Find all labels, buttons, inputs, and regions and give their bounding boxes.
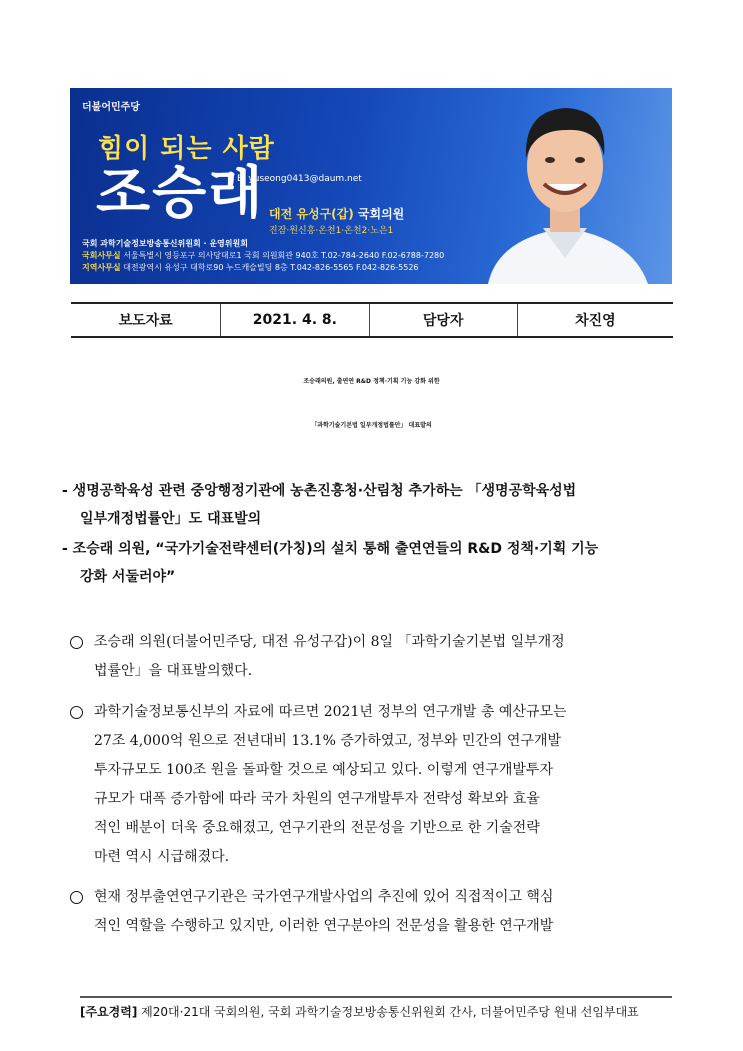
paragraph-2-line-6: 마련 역시 시급해졌다. [94,849,230,865]
subpoint-2-cont: 강화 서둘러야” [80,569,176,585]
paragraph-2-line-1: 과학기술정보통신부의 자료에 따르면 2021년 정부의 연구개발 총 예산규모는 [94,704,567,720]
paragraph-2-line-4: 규모가 대폭 증가함에 따라 국가 차원의 연구개발투자 전략성 확보와 효율 [94,791,540,807]
subpoint-2: - 조승래 의원, “국가기술전략센터(가칭)의 설치 통해 출연연들의 R&D 정책·기획 기능 [62,541,599,557]
committee: 국회 과학기술정보방송통신위원회 · 운영위원회 [82,239,248,248]
press-info-table [71,302,673,338]
district: 대전 유성구(갑) 국회의원 [269,207,405,221]
career-footer [80,1003,639,1020]
paragraph-3-line-2: 적인 역할을 수행하고 있지만, 이러한 연구분야의 전문성을 활용한 연구개발 [94,918,554,934]
slogan: 힘이 되는 사람 [98,134,275,164]
paragraph-1-line-2: 법률안」을 대표발의했다. [94,663,253,679]
career-label: [주요경력] [80,1005,138,1019]
office-address: 국회사무실 서울특별시 영등포구 의사당대로1 국회 의원회관 940호 T.02-784-2640 F.02-6788-7280 [82,251,445,260]
career-text: 제20대·21대 국회의원, 국회 과학기술정보방송통신위원회 간사, 더불어민주당 원내 선임부대표 [141,1005,639,1019]
footer-divider [80,996,672,998]
local-address: 지역사무실 대전광역시 유성구 대학로90 누드캐슬빌딩 8층 T.042-826-5565 F.042-826-5526 [82,263,419,272]
headline-line-2: 「과학기술기본법 일부개정법률안」 대표발의 [311,422,432,429]
contact-label: 담당자 [370,304,518,336]
doc-type: 보도자료 [71,304,221,336]
party-name: 더불어민주당 [82,102,140,113]
subpoint-1: - 생명공학육성 관련 중앙행정기관에 농촌진흥청·산림청 추가하는 「생명공학육성법 [62,483,577,499]
paragraph-3-line-1: 현재 정부출연연구기관은 국가연구개발사업의 추진에 있어 직접적이고 핵심 [94,889,554,905]
release-date: 2021. 4. 8. [221,304,369,336]
circle-bullet-icon [70,706,83,719]
paragraph-1-line-1: 조승래 의원(더불어민주당, 대전 유성구갑)이 8일 「과학기술기본법 일부개정 [94,634,565,650]
email: E. yuseong0413@daum.net [237,174,362,184]
profile-banner [70,88,672,284]
towns: 진잠·원신흥·온천1·온천2·노은1 [269,226,394,236]
circle-bullet-icon [70,636,83,649]
contact-name: 차진영 [575,313,616,329]
paragraph-2-line-3: 투자규모도 100조 원을 돌파할 것으로 예상되고 있다. 이렇게 연구개발투자 [94,762,553,778]
headline-line-1: 조승래의원, 출연연 R&D 정책·기획 기능 강화 위한 [303,378,440,385]
paragraph-2-line-2: 27조 4,000억 원으로 전년대비 13.1% 증가하였고, 정부와 민간의 연구개발 [94,733,561,749]
paragraph-2-line-5: 적인 배분이 더욱 중요해졌고, 연구기관의 전문성을 기반으로 한 기술전략 [94,820,540,836]
circle-bullet-icon [70,891,83,904]
member-photo [458,88,672,284]
member-name: 조승래 [96,161,265,226]
subpoint-1-cont: 일부개정법률안」도 대표발의 [80,511,262,527]
